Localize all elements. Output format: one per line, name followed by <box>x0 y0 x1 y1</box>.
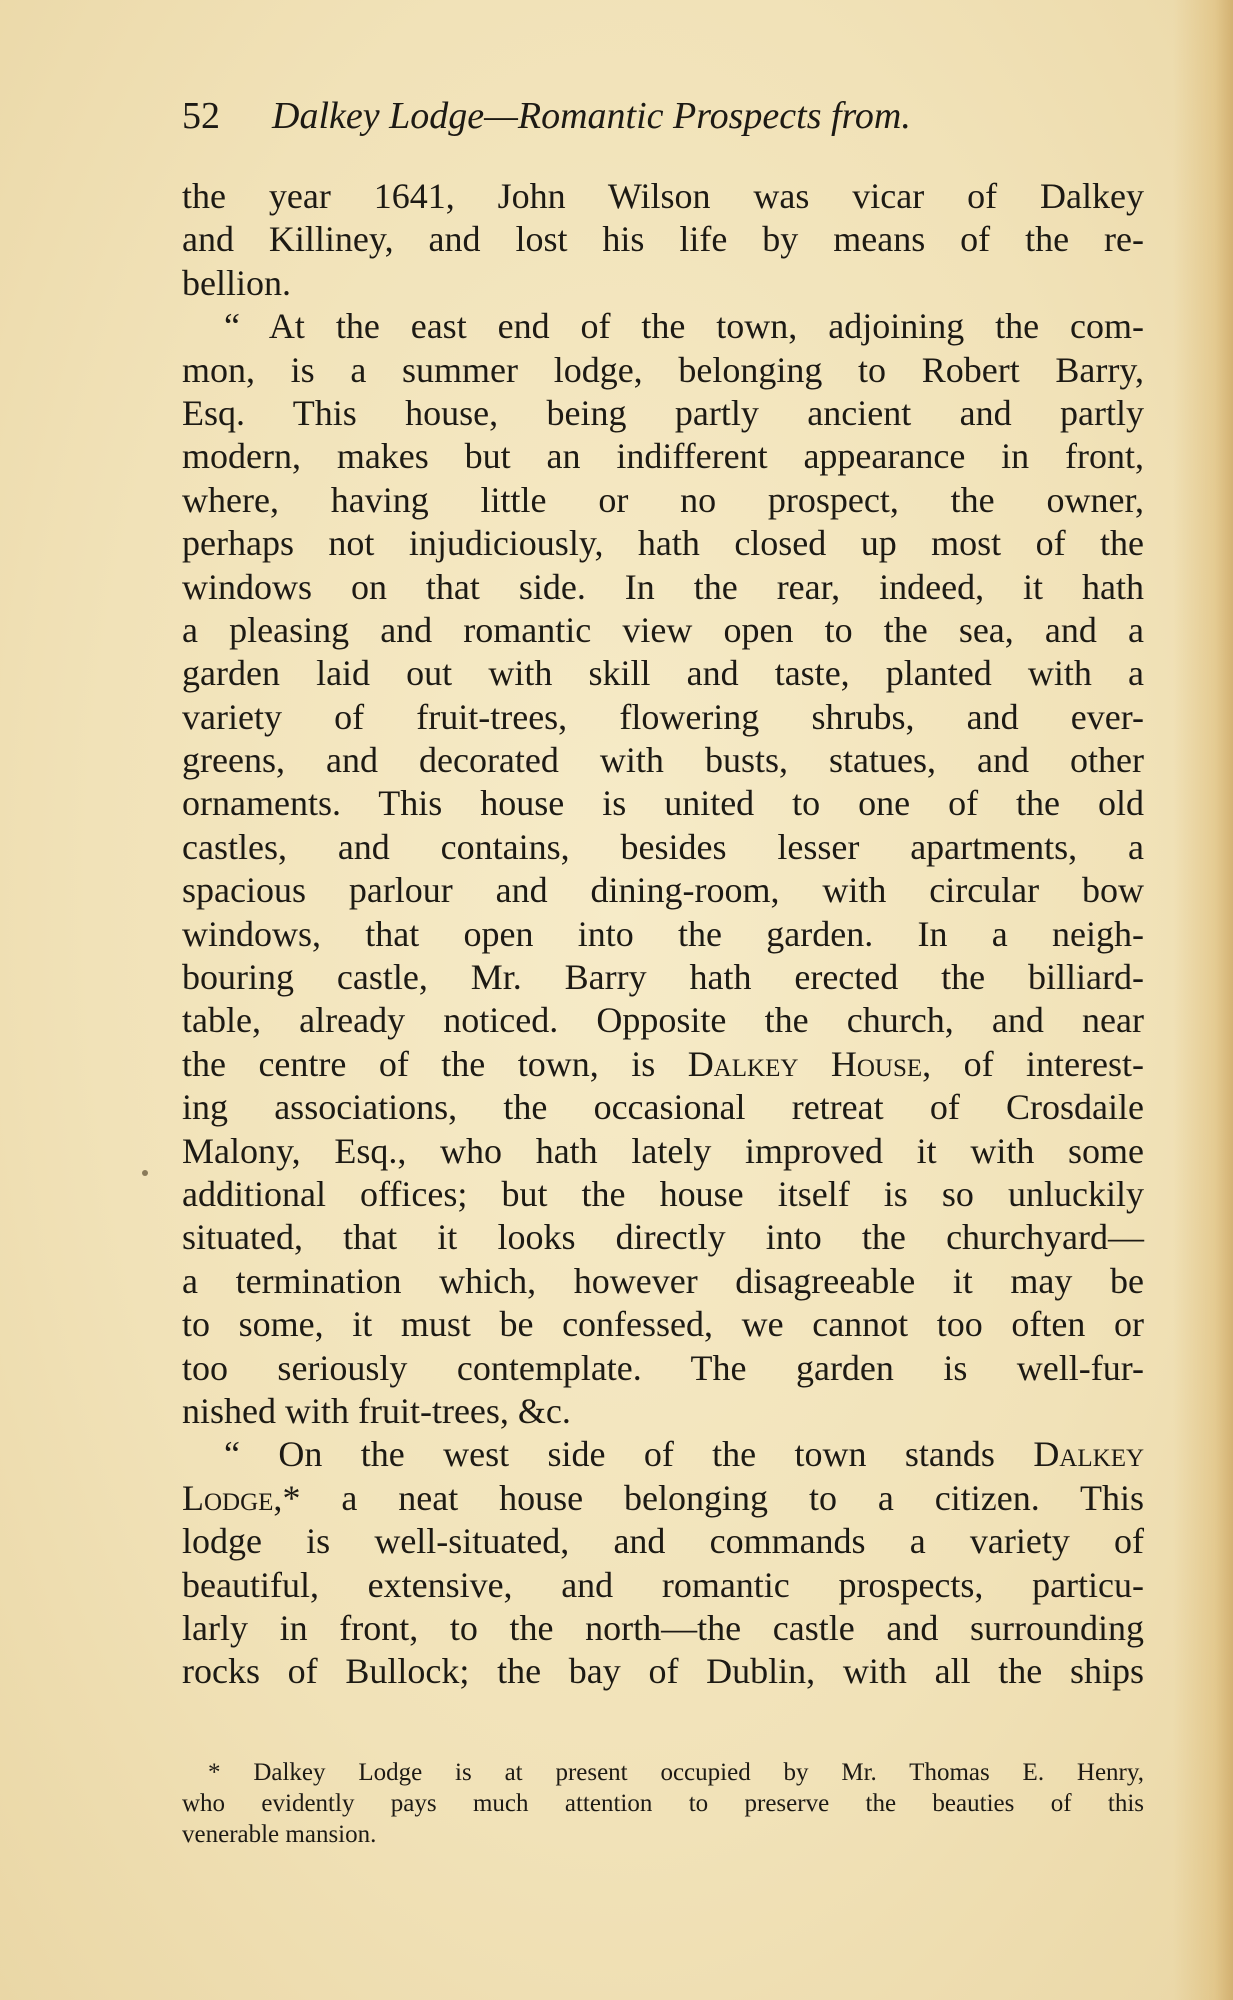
text-line: bouring castle, Mr. Barry hath erected the billiard- <box>182 957 1144 998</box>
text-line: table, already noticed. Opposite the church, and near <box>182 1000 1144 1041</box>
footnote <box>182 1757 1144 1850</box>
text-line: variety of fruit-trees, flowering shrubs, and ever- <box>182 696 1144 737</box>
text-line: castles, and contains, besides lesser apartments, a <box>182 826 1144 867</box>
text-line: greens, and decorated with busts, statues, and other <box>182 740 1144 781</box>
text-fragment: , of interest- <box>922 1043 1145 1084</box>
text-line <box>182 1433 1144 1476</box>
text-line: rocks of Bullock; the bay of Dublin, with all the ships <box>182 1651 1144 1692</box>
footnote-line: who evidently pays much attention to preserve the beauties of this <box>182 1790 1144 1817</box>
text-line: beautiful, extensive, and romantic prospects, particu- <box>182 1564 1144 1605</box>
place-name-lodge: Lodge, <box>182 1477 283 1518</box>
text-line: a termination which, however disagreeable it may be <box>182 1260 1144 1301</box>
running-header <box>182 92 1082 140</box>
text-fragment: the centre of the town, is <box>182 1043 656 1084</box>
text-line: Esq. This house, being partly ancient and partly <box>182 392 1144 433</box>
text-line: where, having little or no prospect, the owner, <box>182 479 1144 520</box>
footnote-line: * Dalkey Lodge is at present occupied by Mr. Thomas E. Henry, <box>208 1759 1144 1786</box>
text-line: garden laid out with skill and taste, planted with a <box>182 653 1144 694</box>
page-edge-shadow <box>1173 0 1233 2000</box>
place-name-dalkey-house: Dalkey House <box>687 1043 923 1084</box>
text-line: lodge is well-situated, and commands a variety of <box>182 1521 1144 1562</box>
text-line: to some, it must be confessed, we cannot too often or <box>182 1304 1144 1345</box>
text-line: larly in front, to the north—the castle and surrounding <box>182 1607 1144 1648</box>
page-number: 52 <box>182 95 220 137</box>
place-name-dalkey: Dalkey <box>1033 1434 1145 1475</box>
text-line: spacious parlour and dining-room, with circular bow <box>182 870 1144 911</box>
text-line: the year 1641, John Wilson was vicar of Dalkey <box>182 176 1144 216</box>
text-line: windows, that open into the garden. In a neigh- <box>182 913 1144 954</box>
text-line: situated, that it looks directly into the churchyard— <box>182 1217 1144 1258</box>
running-title: Dalkey Lodge—Romantic Prospects from. <box>272 95 911 137</box>
text-fragment: “ On the west side of the town stands <box>224 1434 995 1475</box>
body-text <box>182 175 1144 1694</box>
text-line: a pleasing and romantic view open to the sea, and a <box>182 609 1144 650</box>
text-fragment: * a neat house belonging to a citizen. This <box>282 1477 1144 1518</box>
text-line: bellion. <box>182 262 291 303</box>
text-line <box>182 1043 1144 1086</box>
text-line: ing associations, the occasional retreat of Crosdaile <box>182 1087 1144 1128</box>
text-line: “ At the east end of the town, adjoining the com- <box>224 306 1144 347</box>
text-line: and Killiney, and lost his life by means of the re- <box>182 219 1144 260</box>
margin-mark <box>142 1170 148 1176</box>
text-line <box>182 1477 1144 1520</box>
text-line: Malony, Esq., who hath lately improved it with some <box>182 1130 1144 1171</box>
text-line: modern, makes but an indifferent appearance in front, <box>182 436 1144 477</box>
text-line: mon, is a summer lodge, belonging to Robert Barry, <box>182 349 1144 390</box>
text-line: windows on that side. In the rear, indeed, it hath <box>182 566 1144 607</box>
text-line: additional offices; but the house itself is so unluckily <box>182 1173 1144 1214</box>
text-line: too seriously contemplate. The garden is well-fur- <box>182 1347 1144 1388</box>
text-line: ornaments. This house is united to one of the old <box>182 783 1144 824</box>
footnote-line: venerable mansion. <box>182 1821 377 1848</box>
text-line: perhaps not injudiciously, hath closed up most of the <box>182 523 1144 564</box>
text-line: nished with fruit-trees, &c. <box>182 1390 571 1431</box>
